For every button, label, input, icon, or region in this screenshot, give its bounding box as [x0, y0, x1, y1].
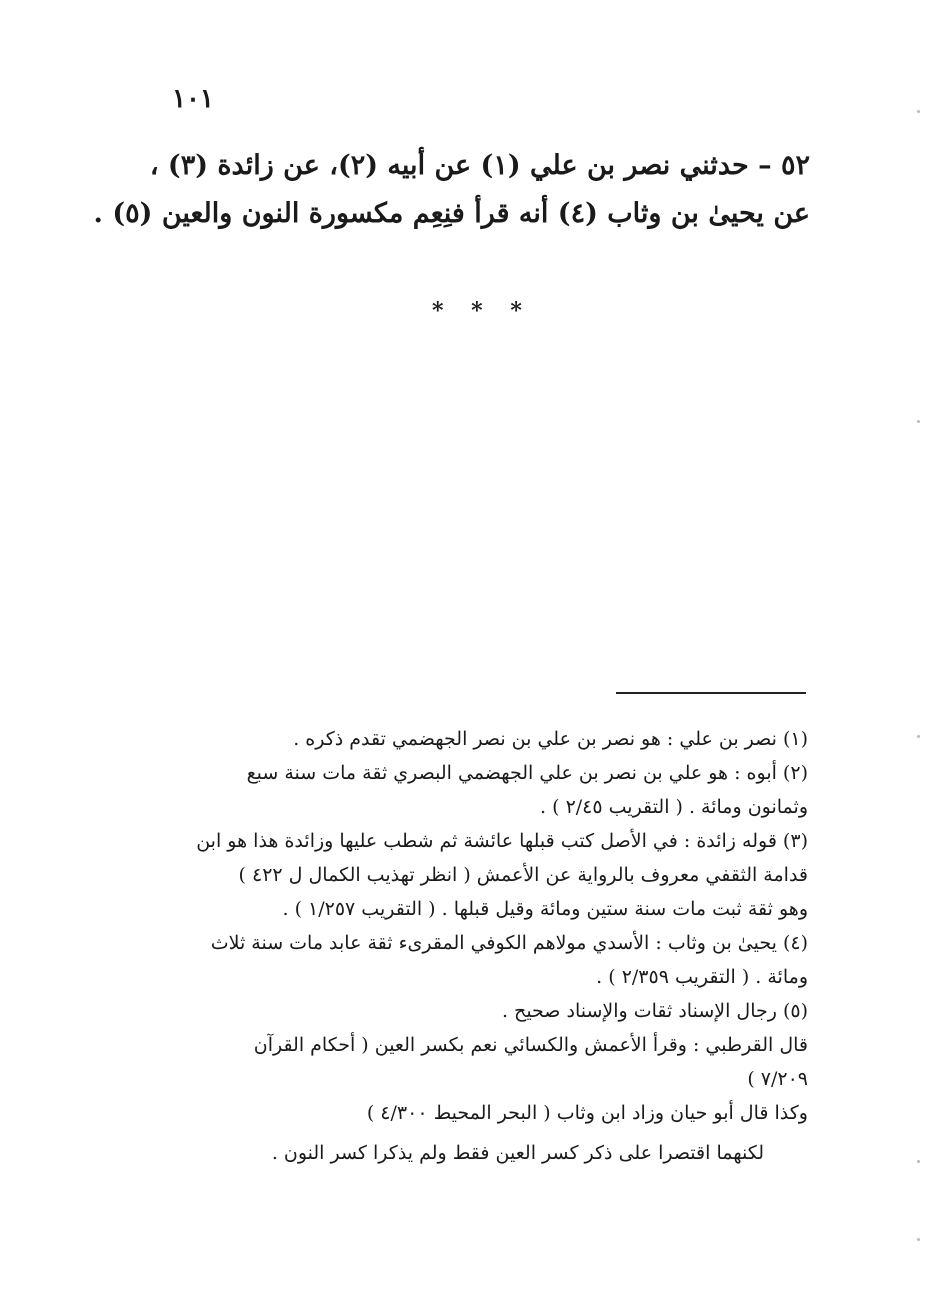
page-number: ١٠١ [172, 84, 214, 114]
footnote-line: (٥) رجال الإسناد ثقات والإسناد صحيح . [501, 1000, 808, 1022]
footnote-rule [616, 692, 806, 694]
hadith-line: عن يحيىٰ بن وثاب (٤) أنه قرأ فنِعِم مكسورة النون والعين (٥) . [93, 198, 810, 229]
footnote-line: (١) نصر بن علي : هو نصر بن علي بن نصر الجهضمي تقدم ذكره . [293, 728, 808, 750]
hadith-text [93, 142, 810, 238]
footnote-line: ٧/٢٠٩ ) [747, 1068, 808, 1090]
footnotes [130, 722, 808, 1170]
footnote-line: ومائة . ( التقريب ٢/٣٥٩ ) . [596, 966, 808, 988]
footnote-line: وكذا قال أبو حيان وزاد ابن وثاب ( البحر المحيط ٤/٣٠٠ ) [366, 1102, 808, 1124]
scan-dot [917, 420, 920, 423]
scan-dot [917, 1238, 920, 1241]
footnote-line: (٢) أبوه : هو علي بن نصر بن علي الجهضمي البصري ثقة مات سنة سبع [246, 762, 808, 784]
scan-edge-marks [910, 0, 920, 1315]
scan-dot [917, 110, 920, 113]
section-separator: * * * [432, 298, 532, 324]
footnote-line: قدامة الثقفي معروف بالرواية عن الأعمش ( انظر تهذيب الكمال ل ٤٢٢ ) [238, 864, 808, 886]
scan-dot [917, 735, 920, 738]
footnote-line: لكنهما اقتصرا على ذكر كسر العين فقط ولم يذكرا كسر النون . [271, 1142, 764, 1164]
footnote-line: قال القرطبي : وقرأ الأعمش والكسائي نعم بكسر العين ( أحكام القرآن [253, 1034, 808, 1056]
footnote-line: (٣) قوله زائدة : في الأصل كتب قبلها عائشة ثم شطب عليها وزائدة هذا هو ابن [196, 830, 808, 852]
footnote-line: وثمانون ومائة . ( التقريب ٢/٤٥ ) . [540, 796, 808, 818]
footnote-line: وهو ثقة ثبت مات سنة ستين ومائة وقيل قبلها . ( التقريب ١/٢٥٧ ) . [282, 898, 808, 920]
hadith-line: ٥٢ – حدثني نصر بن علي (١) عن أبيه (٢)، عن زائدة (٣) ، [149, 150, 810, 181]
scan-dot [917, 1160, 920, 1163]
footnote-line: (٤) يحيىٰ بن وثاب : الأسدي مولاهم الكوفي المقرىء ثقة عابد مات سنة ثلاث [210, 932, 808, 954]
